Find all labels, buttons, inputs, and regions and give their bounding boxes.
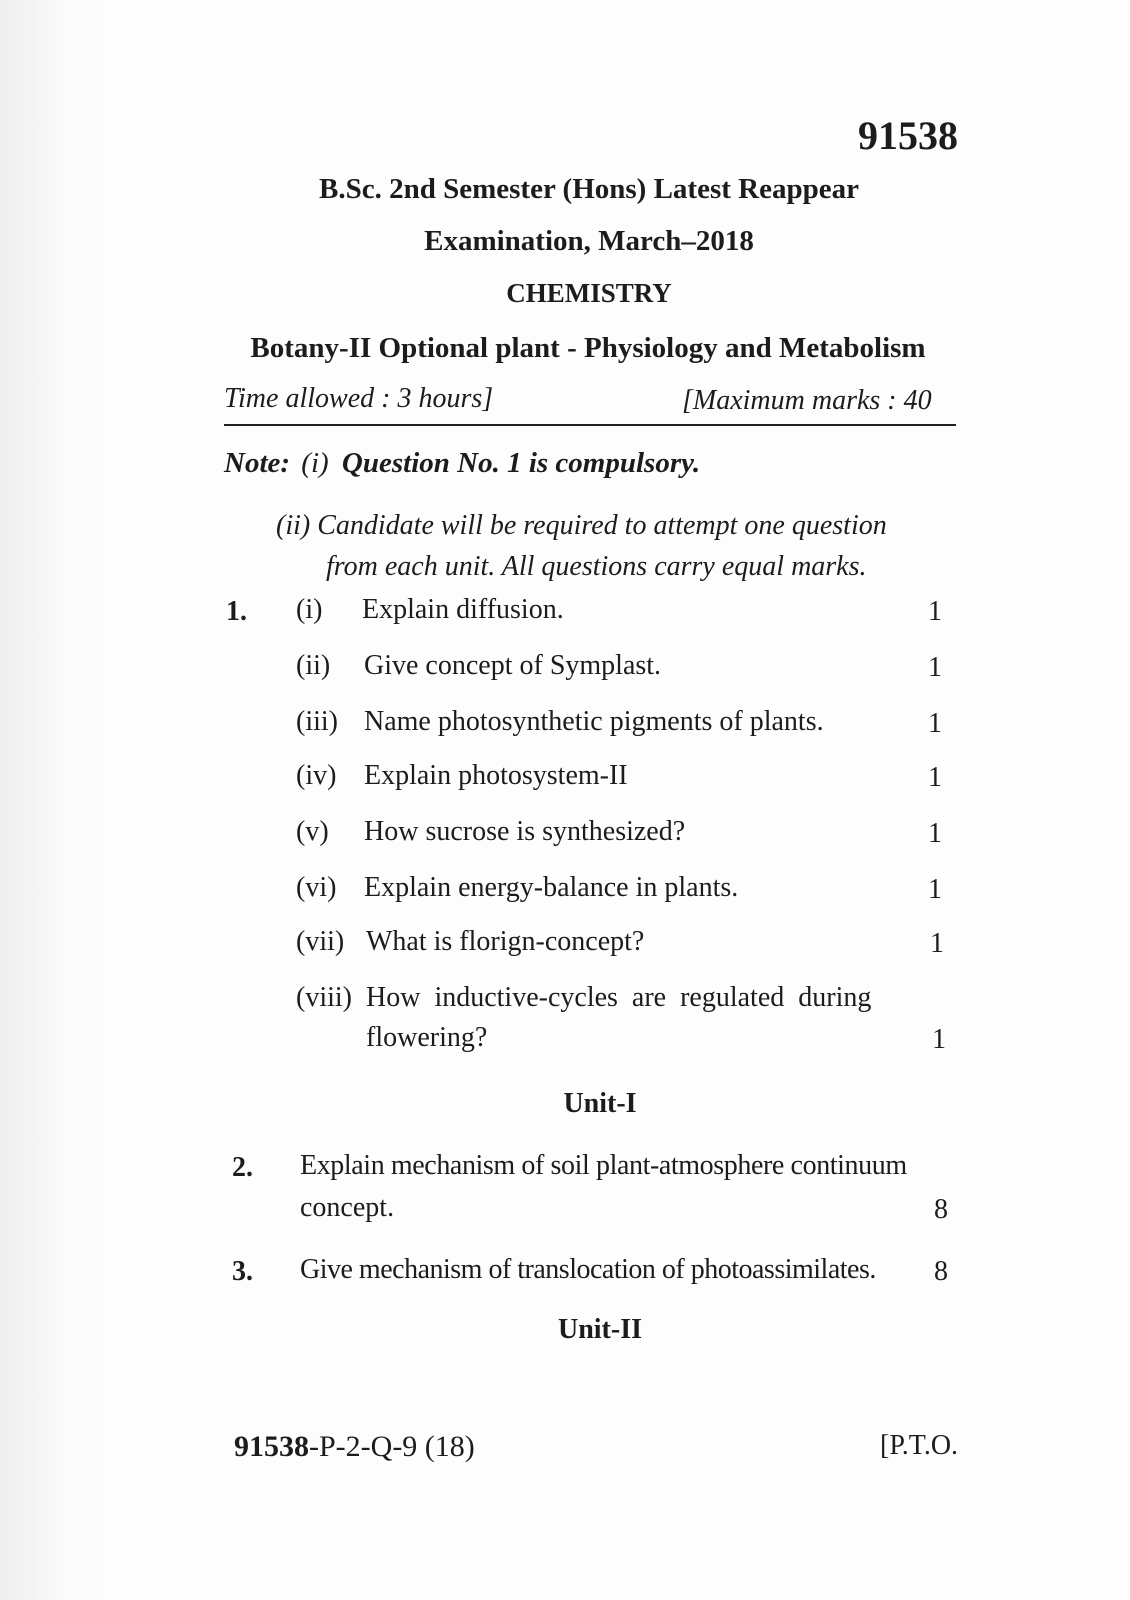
paper-title: Botany-II Optional plant - Physiology and Metabolism — [250, 332, 926, 364]
q1-part-num: (iii) — [296, 706, 338, 737]
note-ii-line-2: from each unit. All questions carry equal marks. — [326, 551, 867, 582]
footer-paper-code — [234, 1430, 475, 1464]
q1-part-num: (vii) — [296, 926, 345, 957]
footer-code-number: 91538 — [234, 1430, 309, 1463]
time-allowed: Time allowed : 3 hours] — [224, 383, 494, 414]
q1-part-marks: 1 — [928, 818, 942, 849]
q1-part-text: Explain photosystem-II — [364, 760, 628, 791]
q1-part-text: Explain energy-balance in plants. — [364, 872, 739, 903]
question-3-marks: 8 — [934, 1256, 948, 1287]
q1-part-text: How sucrose is synthesized? — [364, 816, 686, 847]
note-label: Note: — [224, 447, 291, 479]
question-2-number: 2. — [232, 1152, 253, 1183]
header-divider — [224, 424, 956, 426]
maximum-marks: [Maximum marks : 40 — [682, 385, 932, 416]
q1-part-num: (v) — [296, 816, 329, 847]
question-2-text-continued: concept. — [300, 1192, 395, 1223]
q1-part-marks: 1 — [928, 596, 942, 627]
q1-part-text: How inductive-cycles are regulated during — [366, 982, 872, 1013]
note-line-1 — [224, 447, 700, 480]
q1-part-text: Give concept of Symplast. — [364, 650, 662, 681]
unit-1-heading: Unit-I — [563, 1088, 637, 1119]
subject-title: CHEMISTRY — [506, 278, 672, 308]
question-1-number: 1. — [226, 596, 247, 627]
q1-part-text-continued: flowering? — [366, 1022, 488, 1053]
question-3-text: Give mechanism of translocation of photoassimilates. — [300, 1254, 876, 1285]
question-2-text: Explain mechanism of soil plant-atmosphere continuum — [300, 1150, 907, 1181]
q1-part-num: (iv) — [296, 760, 337, 791]
header-line-2: Examination, March–2018 — [424, 225, 754, 257]
q1-part-text: What is florign-concept? — [366, 926, 645, 957]
q1-part-marks: 1 — [928, 708, 942, 739]
q1-part-marks: 1 — [928, 874, 942, 905]
q1-part-marks: 1 — [928, 762, 942, 793]
q1-part-marks: 1 — [932, 1024, 946, 1055]
header-line-1: B.Sc. 2nd Semester (Hons) Latest Reappear — [319, 173, 859, 205]
q1-part-text: Name photosynthetic pigments of plants. — [364, 706, 824, 737]
note-i-number: (i) — [301, 447, 329, 479]
q1-part-num: (ii) — [296, 650, 331, 681]
q1-part-num: (vi) — [296, 872, 337, 903]
question-2-marks: 8 — [934, 1194, 948, 1225]
footer-code-suffix: -P-2-Q-9 (18) — [309, 1430, 475, 1463]
note-ii-line-1: (ii) Candidate will be required to attempt one question — [276, 510, 887, 541]
q1-part-marks: 1 — [928, 652, 942, 683]
question-3-number: 3. — [232, 1256, 253, 1287]
q1-part-num: (viii) — [296, 982, 352, 1013]
paper-code: 91538 — [858, 113, 958, 158]
unit-2-heading: Unit-II — [557, 1314, 642, 1345]
q1-part-text: Explain diffusion. — [362, 594, 564, 625]
please-turn-over: [P.T.O. — [880, 1430, 959, 1461]
q1-part-num: (i) — [296, 594, 323, 625]
note-i-text: Question No. 1 is compulsory. — [341, 447, 701, 479]
q1-part-marks: 1 — [930, 928, 944, 959]
